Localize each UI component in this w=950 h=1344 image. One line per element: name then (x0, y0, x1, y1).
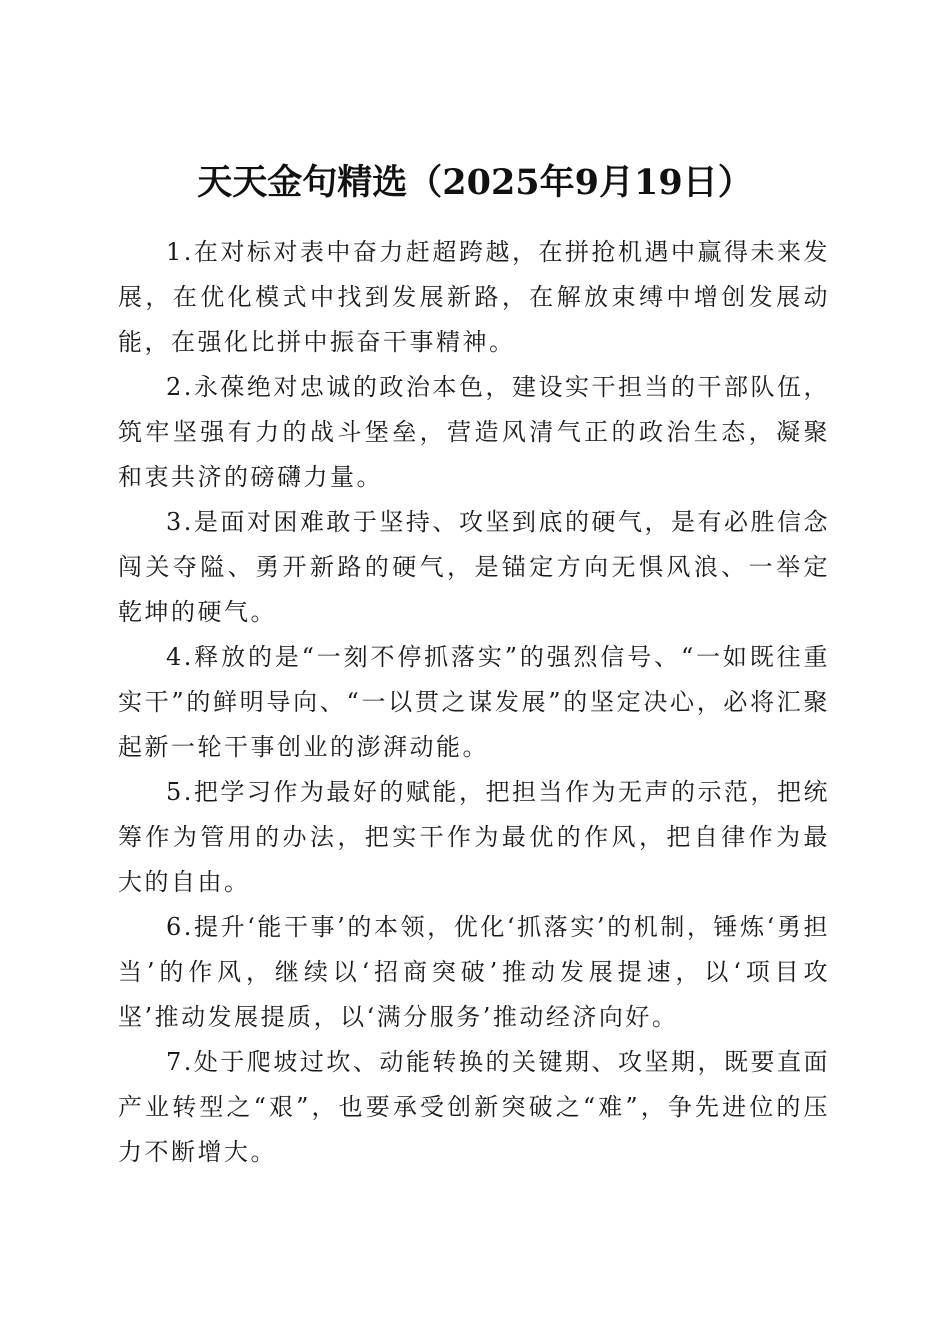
quote-paragraph-1: 1.在对标对表中奋力赶超跨越，在拼抢机遇中赢得未来发展，在优化模式中找到发展新路，在解放束缚中增创发展动能，在强化比拼中振奋干事精神。 (118, 238, 830, 356)
quote-paragraph-7: 7.处于爬坡过坎、动能转换的关键期、攻坚期，既要直面产业转型之“艰”，也要承受创新突破之“难”，争先进位的压力不断增大。 (118, 1048, 830, 1166)
quote-paragraph-3: 3.是面对困难敢于坚持、攻坚到底的硬气，是有必胜信念闯关夺隘、勇开新路的硬气，是锚定方向无惧风浪、一举定乾坤的硬气。 (118, 508, 830, 626)
quote-paragraph-5: 5.把学习作为最好的赋能，把担当作为无声的示范，把统筹作为管用的办法，把实干作为最优的作风，把自律作为最大的自由。 (118, 778, 830, 896)
quote-paragraph-6: 6.提升‘能干事’的本领，优化‘抓落实’的机制，锤炼‘勇担当’的作风，继续以‘招商突破’推动发展提速，以‘项目攻坚’推动发展提质，以‘满分服务’推动经济向好。 (118, 913, 830, 1031)
page-title: 天天金句精选（2025年9月19日） (197, 162, 753, 204)
quote-paragraph-4: 4.释放的是“一刻不停抓落实”的强烈信号、“一如既往重实干”的鲜明导向、“一以贯之谋发展”的坚定决心，必将汇聚起新一轮干事创业的澎湃动能。 (118, 643, 830, 761)
quote-paragraph-2: 2.永葆绝对忠诚的政治本色，建设实干担当的干部队伍，筑牢坚强有力的战斗堡垒，营造风清气正的政治生态，凝聚和衷共济的磅礴力量。 (118, 373, 830, 491)
document-body (118, 230, 830, 1175)
